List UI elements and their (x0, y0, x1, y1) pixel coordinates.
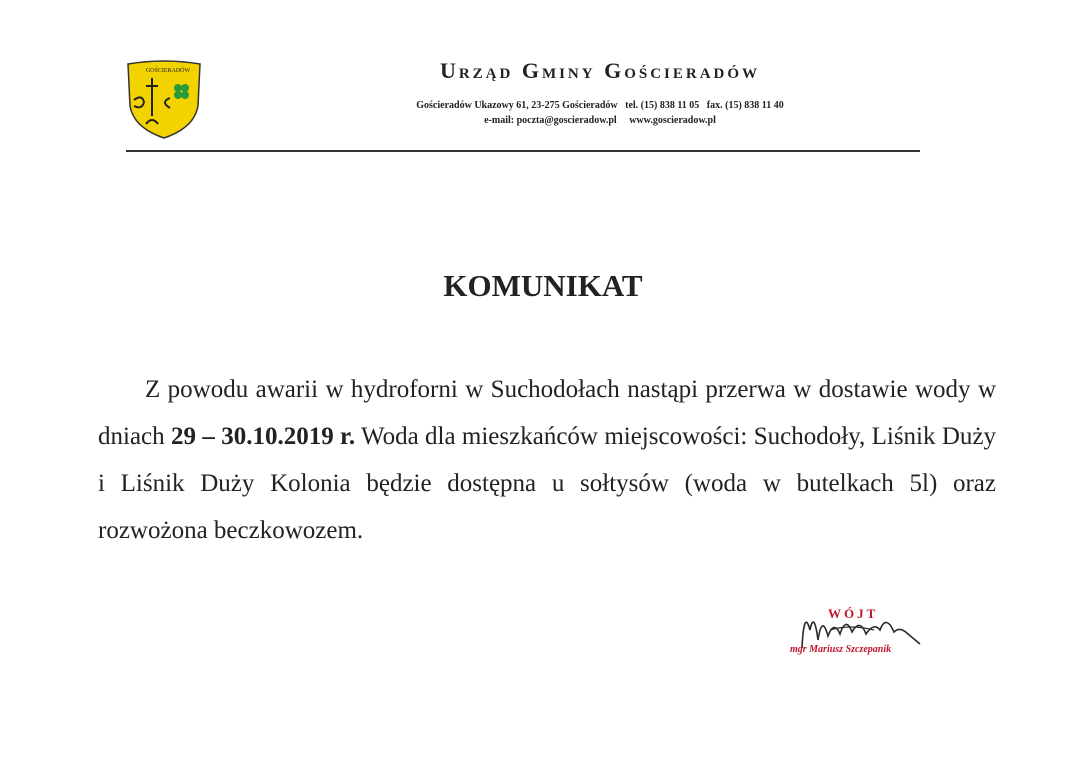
address-line: Gościeradów Ukazowy 61, 23-275 Gościeradów tel. (15) 838 11 05 fax. (15) 838 11 40 (416, 100, 784, 111)
announcement-body (98, 366, 996, 554)
header-divider (126, 150, 920, 152)
signatory-name: mgr Mariusz Szczepanik (790, 644, 892, 655)
crest-text: GOŚCIERADÓW (145, 68, 191, 74)
signature-block (780, 600, 940, 670)
document-title: KOMUNIKAT (443, 268, 643, 303)
municipality-crest-icon (124, 58, 204, 140)
body-text-part1: Z powodu awarii w hydroforni w Suchodołach nastąpi przerwa w dostawie wody w dniach (98, 376, 996, 450)
signatory-title: WÓJT (828, 606, 879, 621)
contact-line: e-mail: poczta@goscieradow.pl www.goscieradow.pl (484, 115, 716, 126)
body-text-part2: Woda dla mieszkańców miejscowości: Suchodoły, Liśnik Duży i Liśnik Duży Kolonia będzie dostępna u sołtysów (woda w butelkach 5l) oraz rozwożona beczkowozem. (98, 423, 997, 544)
organization-name: Urząd Gminy Gościeradów (439, 58, 761, 83)
outage-date: 29 – 30.10.2019 r. (171, 423, 356, 450)
